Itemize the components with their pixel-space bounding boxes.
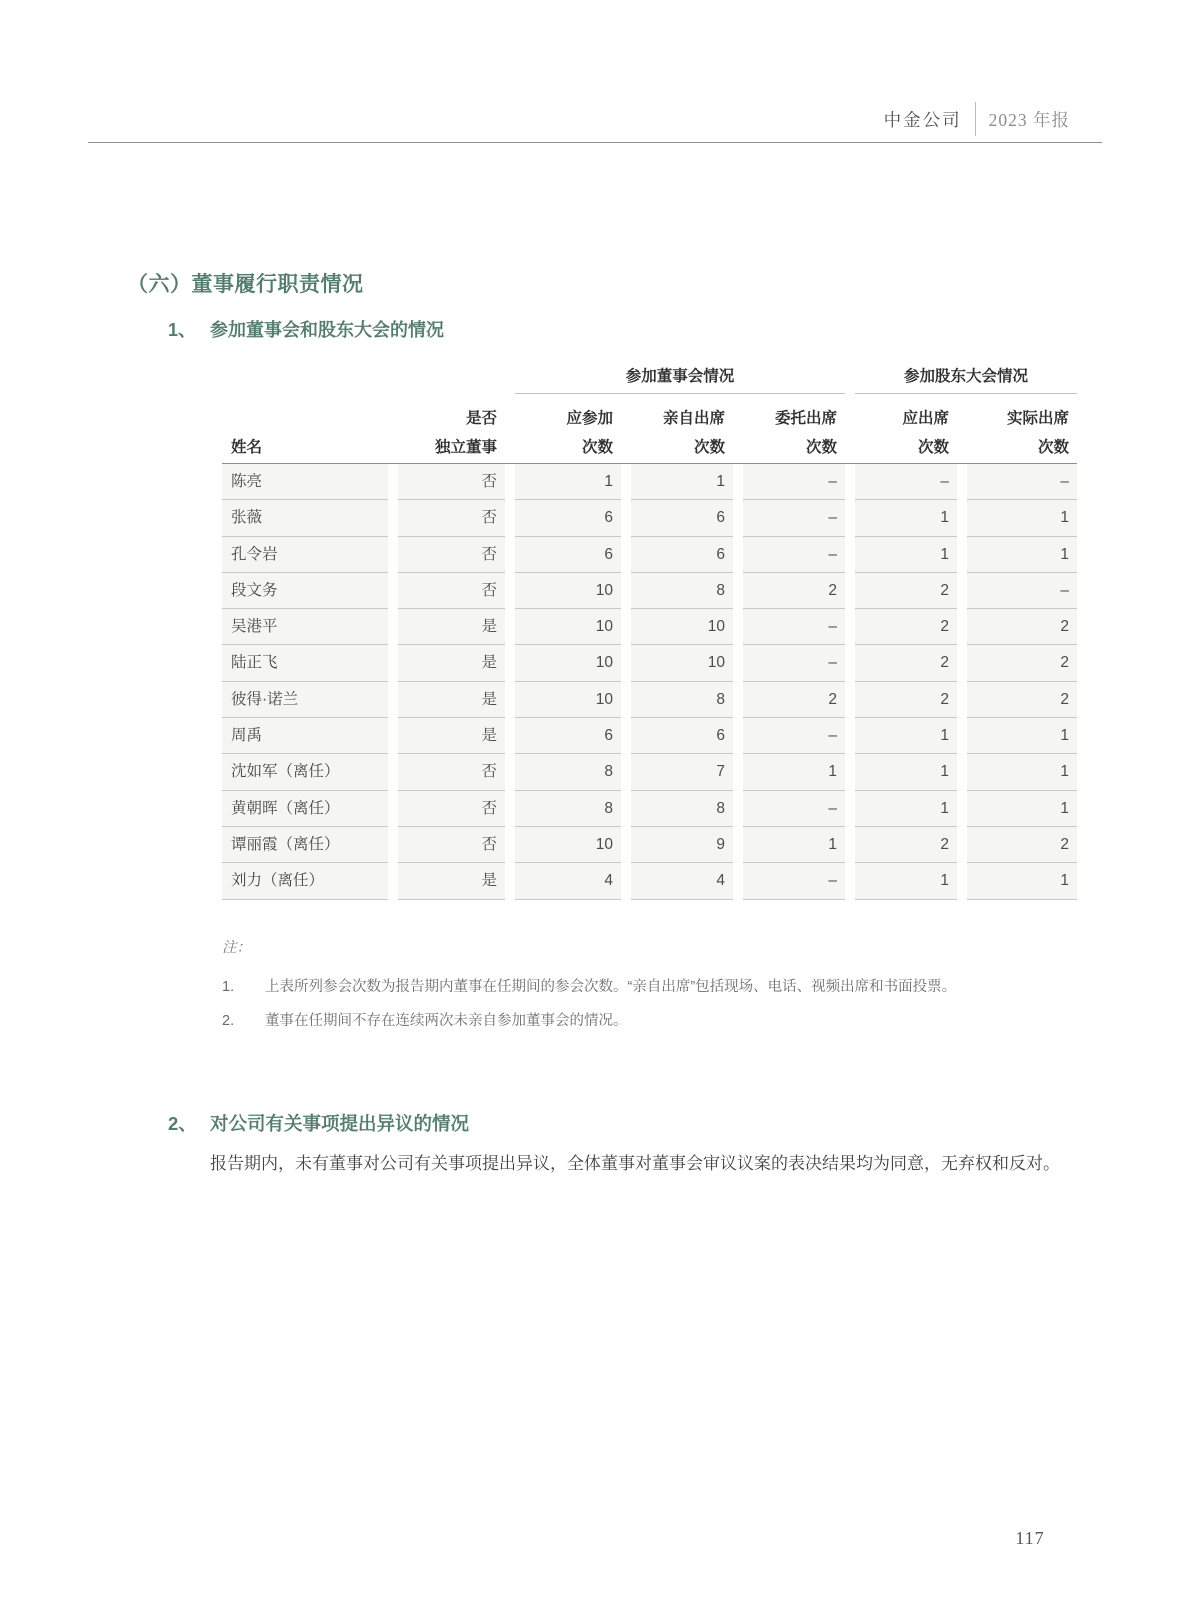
director-name-cell: 陈亮	[222, 464, 388, 500]
table-body	[222, 464, 1077, 900]
attendance-value-cell: –	[743, 645, 845, 681]
attendance-value-cell: 8	[515, 754, 621, 790]
column-header: 是否 独立董事	[434, 410, 497, 456]
section-title: （六）董事履行职责情况	[127, 273, 364, 296]
attendance-value-cell: –	[743, 718, 845, 754]
notes-label: 注：	[222, 940, 251, 956]
table-row	[222, 573, 1077, 609]
column-header: 实际出席 次数	[1006, 410, 1069, 456]
attendance-value-cell: 是	[398, 645, 505, 681]
attendance-value-cell: 6	[631, 718, 733, 754]
attendance-value-cell: –	[743, 464, 845, 500]
director-name-cell: 张薇	[222, 500, 388, 536]
attendance-value-cell: 6	[515, 500, 621, 536]
table-row	[222, 537, 1077, 573]
subsection-1-title: 参加董事会和股东大会的情况	[210, 320, 444, 340]
page-number: 117	[1015, 1528, 1045, 1548]
director-name-cell: 彼得·诺兰	[222, 682, 388, 718]
attendance-value-cell: 9	[631, 827, 733, 863]
attendance-value-cell: 8	[631, 791, 733, 827]
attendance-value-cell: 2	[743, 682, 845, 718]
attendance-value-cell: –	[855, 464, 957, 500]
attendance-value-cell: 8	[631, 682, 733, 718]
attendance-value-cell: 2	[855, 645, 957, 681]
note-text: 上表所列参会次数为报告期内董事在任期间的参会次数。“亲自出席”包括现场、电话、视频出席和书面投票。	[265, 979, 957, 995]
running-header	[884, 102, 1070, 136]
director-name-cell: 段文务	[222, 573, 388, 609]
column-header: 委托出席 次数	[774, 410, 837, 456]
attendance-value-cell: 1	[743, 827, 845, 863]
table-notes	[222, 936, 1067, 1039]
attendance-value-cell: 6	[515, 718, 621, 754]
attendance-value-cell: 10	[515, 645, 621, 681]
subsection-1-number: 1、	[168, 320, 197, 340]
attendance-value-cell: 8	[631, 573, 733, 609]
attendance-value-cell: 2	[855, 827, 957, 863]
attendance-value-cell: 1	[631, 464, 733, 500]
table-row	[222, 827, 1077, 863]
group-header-board-meetings: 参加董事会情况	[515, 356, 845, 394]
attendance-value-cell: 2	[967, 609, 1077, 645]
table-row	[222, 500, 1077, 536]
table-row	[222, 464, 1077, 500]
attendance-value-cell: 1	[855, 537, 957, 573]
attendance-value-cell: 是	[398, 863, 505, 899]
report-edition: 2023 年报	[988, 109, 1070, 130]
attendance-value-cell: 2	[967, 645, 1077, 681]
attendance-value-cell: –	[967, 464, 1077, 500]
attendance-value-cell: 2	[855, 609, 957, 645]
attendance-value-cell: 否	[398, 827, 505, 863]
attendance-value-cell: 6	[631, 500, 733, 536]
attendance-value-cell: –	[967, 573, 1077, 609]
attendance-value-cell: 1	[967, 537, 1077, 573]
attendance-value-cell: 4	[515, 863, 621, 899]
table-group-header-row	[222, 356, 1077, 394]
director-name-cell: 刘力（离任）	[222, 863, 388, 899]
subsection-2-body: 报告期内，未有董事对公司有关事项提出异议，全体董事对董事会审议议案的表决结果均为同意，无弃权和反对。	[210, 1154, 1060, 1173]
notes-list	[222, 971, 1067, 1038]
table-row	[222, 609, 1077, 645]
attendance-table	[222, 356, 1077, 900]
attendance-value-cell: 1	[967, 791, 1077, 827]
director-name-cell: 陆正飞	[222, 645, 388, 681]
attendance-value-cell: 2	[855, 573, 957, 609]
attendance-value-cell: 1	[855, 863, 957, 899]
attendance-value-cell: 1	[515, 464, 621, 500]
attendance-value-cell: 1	[967, 863, 1077, 899]
attendance-value-cell: 1	[855, 791, 957, 827]
column-header: 姓名	[231, 439, 263, 456]
attendance-value-cell: 否	[398, 754, 505, 790]
director-name-cell: 周禹	[222, 718, 388, 754]
attendance-value-cell: 6	[515, 537, 621, 573]
table-column-header-row	[222, 394, 1077, 464]
table-row	[222, 791, 1077, 827]
attendance-value-cell: 是	[398, 682, 505, 718]
header-rule	[88, 142, 1102, 143]
attendance-value-cell: 否	[398, 573, 505, 609]
note-number: 1.	[222, 979, 235, 995]
table-row	[222, 863, 1077, 899]
subsection-1-heading	[168, 316, 444, 342]
attendance-value-cell: 8	[515, 791, 621, 827]
attendance-value-cell: 10	[631, 645, 733, 681]
attendance-value-cell: 1	[743, 754, 845, 790]
attendance-value-cell: –	[743, 609, 845, 645]
attendance-value-cell: 10	[515, 573, 621, 609]
subsection-2-heading	[168, 1110, 469, 1136]
attendance-value-cell: 10	[515, 682, 621, 718]
note-item	[222, 971, 1067, 1004]
attendance-value-cell: 2	[967, 827, 1077, 863]
note-item	[222, 1005, 1067, 1038]
attendance-value-cell: 10	[631, 609, 733, 645]
attendance-value-cell: 否	[398, 500, 505, 536]
attendance-value-cell: 10	[515, 827, 621, 863]
column-header: 应参加 次数	[566, 410, 613, 456]
table-row	[222, 682, 1077, 718]
company-name: 中金公司	[883, 109, 962, 130]
note-number: 2.	[222, 1013, 235, 1029]
table-row	[222, 645, 1077, 681]
attendance-value-cell: 1	[855, 754, 957, 790]
subsection-2-number: 2、	[168, 1113, 197, 1134]
header-divider	[975, 102, 976, 136]
attendance-value-cell: 2	[967, 682, 1077, 718]
attendance-value-cell: 否	[398, 464, 505, 500]
attendance-value-cell: 1	[855, 500, 957, 536]
director-name-cell: 黄朝晖（离任）	[222, 791, 388, 827]
attendance-value-cell: –	[743, 863, 845, 899]
column-header: 应出席 次数	[902, 410, 949, 456]
attendance-value-cell: –	[743, 537, 845, 573]
attendance-value-cell: 1	[855, 718, 957, 754]
attendance-value-cell: 1	[967, 718, 1077, 754]
attendance-value-cell: 10	[515, 609, 621, 645]
note-text: 董事在任期间不存在连续两次未亲自参加董事会的情况。	[265, 1013, 628, 1029]
group-header-shareholder-meetings: 参加股东大会情况	[855, 356, 1077, 394]
attendance-value-cell: 4	[631, 863, 733, 899]
column-header: 亲自出席 次数	[662, 410, 725, 456]
director-name-cell: 谭丽霞（离任）	[222, 827, 388, 863]
director-name-cell: 沈如军（离任）	[222, 754, 388, 790]
attendance-value-cell: 否	[398, 537, 505, 573]
attendance-value-cell: 1	[967, 500, 1077, 536]
director-name-cell: 孔令岩	[222, 537, 388, 573]
attendance-value-cell: –	[743, 791, 845, 827]
attendance-value-cell: 2	[855, 682, 957, 718]
subsection-2-title: 对公司有关事项提出异议的情况	[210, 1113, 470, 1134]
attendance-value-cell: 否	[398, 791, 505, 827]
attendance-value-cell: 是	[398, 609, 505, 645]
table-row	[222, 754, 1077, 790]
attendance-value-cell: 1	[967, 754, 1077, 790]
table-row	[222, 718, 1077, 754]
attendance-value-cell: 2	[743, 573, 845, 609]
attendance-value-cell: –	[743, 500, 845, 536]
attendance-value-cell: 是	[398, 718, 505, 754]
attendance-value-cell: 7	[631, 754, 733, 790]
attendance-value-cell: 6	[631, 537, 733, 573]
director-name-cell: 吴港平	[222, 609, 388, 645]
